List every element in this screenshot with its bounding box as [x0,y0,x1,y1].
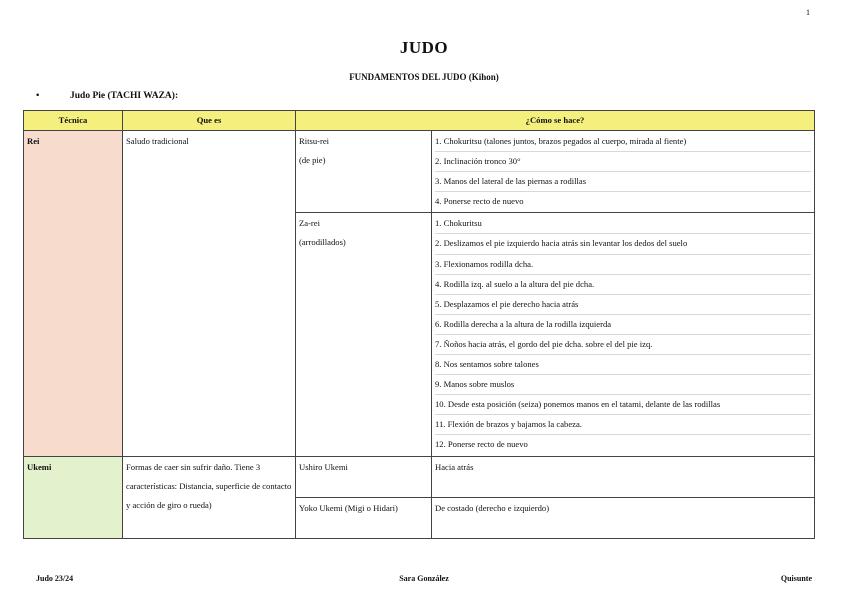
rei-description: Saludo tradicional [123,131,296,457]
technique-table [23,110,815,539]
document-subtitle: FUNDAMENTOS DEL JUDO (Kihon) [349,72,499,82]
list-item: 12. Ponerse recto de nuevo [435,439,528,450]
list-item: 4. Rodilla izq. al suelo a la altura del pie dcha. [435,275,811,295]
footer-right: Quisunte [780,574,812,583]
table-header-row [24,111,815,131]
list-item: 6. Rodilla derecha a la altura de la rodilla izquierda [435,315,811,335]
header-como-se-hace: ¿Cómo se hace? [296,111,815,131]
list-item: 8. Nos sentamos sobre talones [435,355,811,375]
section-heading-text: Judo Pie (TACHI WAZA): [70,91,179,101]
za-rei-detail: (arrodillados) [299,237,346,248]
footer-center: Sara González [399,574,449,583]
bullet-icon: • [36,91,40,101]
header-que-es: Que es [123,111,296,131]
list-item: 9. Manos sobre muslos [435,375,811,395]
header-tecnica: Técnica [24,111,123,131]
list-item: 2. Inclinación tronco 30° [435,152,811,172]
ritsu-rei-name: Ritsu-rei [299,136,330,146]
table-row [24,131,815,213]
za-rei-cell [296,213,432,456]
ritsu-rei-cell [296,131,432,213]
list-item: 7. Ñoños hacia atrás, el gordo del pie dcha. sobre el del pie izq. [435,335,811,355]
page-number: 1 [806,8,810,17]
technique-ukemi: Ukemi [24,456,123,538]
ritsu-rei-steps [432,131,815,213]
list-item: 3. Flexionamos rodilla dcha. [435,255,811,275]
document-title: JUDO [399,38,449,57]
za-rei-name: Za-rei [299,218,320,229]
ushiro-ukemi-how: Hacia atrás [432,456,815,497]
list-item: 3. Manos del lateral de las piernas a rodillas [435,172,811,192]
list-item: 1. Chokuritsu (talones juntos, brazos pegados al cuerpo, mirada al fiente) [435,132,811,152]
list-item: 5. Desplazamos el pie derecho hacia atrás [435,295,811,315]
list-item: 11. Flexión de brazos y bajamos la cabeza. [435,415,811,435]
yoko-ukemi-name: Yoko Ukemi (Migi o Hidari) [296,497,432,538]
list-item: 1. Chokuritsu [435,214,811,234]
list-item: 2. Deslizamos el pie izquierdo hacia atrás sin levantar los dedos del suelo [435,234,811,254]
ritsu-rei-detail: (de pie) [299,155,326,165]
yoko-ukemi-how: De costado (derecho e izquierdo) [432,497,815,538]
ukemi-description: Formas de caer sin sufrir daño. Tiene 3 características: Distancia, superficie de contacto y acción de giro o rueda) [123,456,296,538]
list-item: 10. Desde esta posición (seiza) ponemos manos en el tatami, delante de las rodillas [435,395,811,415]
list-item: 4. Ponerse recto de nuevo [435,196,524,207]
za-rei-steps [432,213,815,456]
ushiro-ukemi-name: Ushiro Ukemi [296,456,432,497]
table-row [24,456,815,497]
footer-left: Judo 23/24 [36,574,74,583]
technique-rei: Rei [24,131,123,457]
section-heading [36,91,178,101]
